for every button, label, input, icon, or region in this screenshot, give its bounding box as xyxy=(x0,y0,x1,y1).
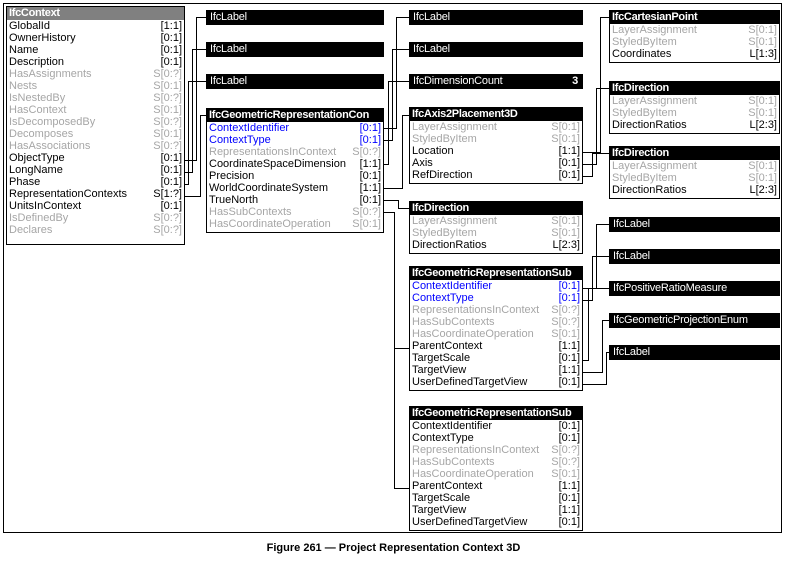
attribute-cardinality: [1:1] xyxy=(359,158,381,170)
attribute-cardinality: S[0:1] xyxy=(748,36,777,48)
entity-box-ifcaxis2placement3d[interactable] xyxy=(409,107,583,184)
attribute-cardinality: S[0:?] xyxy=(352,146,381,158)
attribute-row[interactable] xyxy=(410,239,582,251)
attribute-row[interactable] xyxy=(410,292,582,304)
type-box-ifclabel[interactable] xyxy=(206,10,384,25)
connector-line xyxy=(188,81,206,82)
attribute-cardinality: [1:1] xyxy=(558,145,580,157)
connector-line xyxy=(592,256,609,257)
type-box-label: IfcPositiveRatioMeasure xyxy=(613,282,728,294)
entity-box-ifcdirection-refdirection[interactable] xyxy=(609,146,780,199)
entity-box-ifcgeometricrepresentationcontext[interactable] xyxy=(206,108,384,233)
attribute-name: GlobalId xyxy=(9,20,50,32)
attribute-cardinality: L[2:3] xyxy=(749,119,777,131)
attribute-row[interactable] xyxy=(610,119,779,131)
attribute-cardinality: [0:1] xyxy=(558,376,580,388)
attribute-cardinality: [0:1] xyxy=(160,32,182,44)
type-box-label: IfcGeometricProjectionEnum xyxy=(613,314,748,326)
attribute-row[interactable] xyxy=(7,200,184,212)
attribute-name: IsNestedBy xyxy=(9,92,66,104)
attribute-cardinality: [0:1] xyxy=(558,432,580,444)
attribute-name: RepresentationContexts xyxy=(9,188,128,200)
type-box-ifclabel[interactable] xyxy=(206,74,384,89)
attribute-cardinality: [0:1] xyxy=(558,169,580,181)
attribute-name: ContextType xyxy=(412,292,474,304)
entity-header-ifcgeometricrepresentationsubcontext: IfcGeometricRepresentationSub xyxy=(410,407,582,420)
attribute-list-ifccartesianpoint xyxy=(610,24,779,60)
connector-line xyxy=(592,256,593,301)
attribute-name: UserDefinedTargetView xyxy=(412,376,528,388)
connector-line xyxy=(402,115,409,116)
attribute-name: LayerAssignment xyxy=(412,121,497,133)
attribute-name: TrueNorth xyxy=(209,194,259,206)
entity-box-ifccartesianpoint[interactable] xyxy=(609,10,780,63)
connector-line xyxy=(606,352,607,385)
entity-box-ifcdirection-truenorth[interactable] xyxy=(409,201,583,254)
attribute-cardinality: [0:1] xyxy=(359,170,381,182)
attribute-cardinality: S[0:1] xyxy=(748,160,777,172)
attribute-cardinality: [0:1] xyxy=(359,194,381,206)
attribute-row[interactable] xyxy=(410,456,582,468)
attribute-row[interactable] xyxy=(7,140,184,152)
attribute-cardinality: [0:1] xyxy=(160,200,182,212)
attribute-name: LayerAssignment xyxy=(612,95,697,107)
attribute-name: Precision xyxy=(209,170,255,182)
attribute-row[interactable] xyxy=(410,352,582,364)
connector-line xyxy=(188,81,189,185)
attribute-cardinality: [0:1] xyxy=(359,134,381,146)
attribute-cardinality: S[0:?] xyxy=(551,304,580,316)
attribute-name: RepresentationsInContext xyxy=(209,146,337,158)
attribute-row[interactable] xyxy=(410,444,582,456)
entity-box-ifcgeometricrepresentationsubcontext-2[interactable] xyxy=(409,406,583,531)
attribute-cardinality: S[0:?] xyxy=(551,316,580,328)
attribute-cardinality: S[0:1] xyxy=(153,80,182,92)
attribute-cardinality: [0:1] xyxy=(558,492,580,504)
entity-header-ifcdirection: IfcDirection xyxy=(610,147,779,160)
attribute-name: HasAssignments xyxy=(9,68,92,80)
attribute-name: IsDecomposedBy xyxy=(9,116,96,128)
connector-line xyxy=(588,288,589,361)
attribute-row[interactable] xyxy=(207,158,383,170)
attribute-row[interactable] xyxy=(610,24,779,36)
attribute-row[interactable] xyxy=(610,36,779,48)
connector-line xyxy=(396,17,397,129)
attribute-list-ifcgeometricrepresentationsubcontext-2 xyxy=(410,420,582,528)
attribute-cardinality: S[0:?] xyxy=(153,212,182,224)
attribute-row[interactable] xyxy=(7,80,184,92)
attribute-name: Decomposes xyxy=(9,128,74,140)
attribute-row[interactable] xyxy=(610,160,779,172)
attribute-row[interactable] xyxy=(410,145,582,157)
attribute-name: HasSubContexts xyxy=(209,206,292,218)
attribute-row[interactable] xyxy=(207,134,383,146)
attribute-cardinality: [1:1] xyxy=(558,504,580,516)
attribute-cardinality: L[1:3] xyxy=(749,48,777,60)
type-box-label: IfcLabel xyxy=(613,218,650,230)
attribute-cardinality: [0:1] xyxy=(558,516,580,528)
attribute-name: DirectionRatios xyxy=(612,119,687,131)
attribute-name: TargetScale xyxy=(412,492,471,504)
connector-line xyxy=(394,488,409,489)
attribute-name: WorldCoordinateSystem xyxy=(209,182,329,194)
connector-line xyxy=(592,153,609,154)
attribute-name: ObjectType xyxy=(9,152,65,164)
connector-line xyxy=(196,17,197,161)
attribute-cardinality: S[0:?] xyxy=(551,456,580,468)
attribute-row[interactable] xyxy=(410,504,582,516)
connector-line xyxy=(600,17,601,153)
attribute-row[interactable] xyxy=(410,227,582,239)
connector-line xyxy=(383,128,396,129)
attribute-name: DirectionRatios xyxy=(612,184,687,196)
type-box-ifclabel[interactable] xyxy=(206,42,384,57)
attribute-name: StyledByItem xyxy=(412,133,477,145)
entity-header-ifcdirection: IfcDirection xyxy=(610,82,779,95)
attribute-list-ifccontext xyxy=(7,20,184,236)
attribute-cardinality: S[0:1] xyxy=(551,328,580,340)
connector-line xyxy=(588,288,609,289)
attribute-row[interactable] xyxy=(7,104,184,116)
attribute-row[interactable] xyxy=(7,152,184,164)
attribute-cardinality: [0:1] xyxy=(558,280,580,292)
attribute-row[interactable] xyxy=(207,206,383,218)
attribute-cardinality: S[0:1] xyxy=(551,227,580,239)
attribute-row[interactable] xyxy=(410,340,582,352)
connector-line xyxy=(592,153,593,177)
connector-line xyxy=(600,17,609,18)
connector-line xyxy=(396,17,409,18)
attribute-cardinality: [0:1] xyxy=(160,152,182,164)
attribute-name: TargetView xyxy=(412,364,467,376)
type-box-ifclabel[interactable] xyxy=(409,42,583,57)
attribute-row[interactable] xyxy=(410,304,582,316)
attribute-list-ifcdirection-truenorth xyxy=(410,215,582,251)
attribute-name: HasCoordinateOperation xyxy=(209,218,331,230)
connector-line xyxy=(196,17,206,18)
attribute-cardinality: S[0:1] xyxy=(748,24,777,36)
attribute-row[interactable] xyxy=(7,176,184,188)
entity-header-ifcgeometricrepresentationsubcontext: IfcGeometricRepresentationSub xyxy=(410,267,582,280)
attribute-row[interactable] xyxy=(410,280,582,292)
attribute-name: RepresentationsInContext xyxy=(412,304,540,316)
attribute-cardinality: S[0:1] xyxy=(551,468,580,480)
attribute-cardinality: S[0:1] xyxy=(352,218,381,230)
attribute-name: StyledByItem xyxy=(412,227,477,239)
connector-line xyxy=(602,320,609,321)
attribute-cardinality: S[0:?] xyxy=(153,92,182,104)
attribute-name: ContextIdentifier xyxy=(209,122,290,134)
connector-line xyxy=(392,49,409,50)
connector-line xyxy=(192,49,193,173)
attribute-name: LayerAssignment xyxy=(412,215,497,227)
connector-line xyxy=(388,81,389,165)
attribute-cardinality: [0:1] xyxy=(558,420,580,432)
attribute-row[interactable] xyxy=(610,172,779,184)
connector-line xyxy=(398,200,399,208)
attribute-list-ifcdirection-refdirection xyxy=(610,160,779,196)
attribute-row[interactable] xyxy=(410,480,582,492)
attribute-row[interactable] xyxy=(410,328,582,340)
attribute-cardinality: [1:1] xyxy=(359,182,381,194)
type-box-ifclabel[interactable] xyxy=(609,217,780,232)
connector-line xyxy=(392,49,393,141)
attribute-name: StyledByItem xyxy=(612,172,677,184)
attribute-cardinality: S[0:?] xyxy=(153,224,182,236)
attribute-cardinality: [0:1] xyxy=(558,292,580,304)
connector-line xyxy=(394,348,409,349)
attribute-row[interactable] xyxy=(7,128,184,140)
attribute-row[interactable] xyxy=(7,32,184,44)
attribute-name: Phase xyxy=(9,176,41,188)
attribute-name: CoordinateSpaceDimension xyxy=(209,158,346,170)
attribute-name: Coordinates xyxy=(612,48,672,60)
type-box-label: IfcLabel xyxy=(210,75,247,87)
attribute-cardinality: S[0:?] xyxy=(551,444,580,456)
connector-line xyxy=(394,212,395,348)
entity-header-ifccartesianpoint: IfcCartesianPoint xyxy=(610,11,779,24)
attribute-cardinality: [0:1] xyxy=(558,352,580,364)
attribute-row[interactable] xyxy=(610,107,779,119)
attribute-cardinality: S[0:1] xyxy=(153,104,182,116)
attribute-row[interactable] xyxy=(410,364,582,376)
attribute-cardinality: S[1:?] xyxy=(153,188,182,200)
attribute-name: TargetView xyxy=(412,504,467,516)
attribute-cardinality: L[2:3] xyxy=(749,184,777,196)
attribute-row[interactable] xyxy=(7,212,184,224)
type-box-ifclabel[interactable] xyxy=(609,249,780,264)
connector-line xyxy=(596,88,609,89)
attribute-cardinality: [0:1] xyxy=(359,122,381,134)
attribute-list-ifcaxis2placement3d xyxy=(410,121,582,181)
attribute-cardinality: [1:1] xyxy=(558,364,580,376)
attribute-row[interactable] xyxy=(7,56,184,68)
connector-line xyxy=(383,200,398,201)
type-box-ifclabel[interactable] xyxy=(409,10,583,25)
attribute-row[interactable] xyxy=(7,44,184,56)
attribute-name: HasSubContexts xyxy=(412,456,495,468)
attribute-row[interactable] xyxy=(410,133,582,145)
attribute-row[interactable] xyxy=(410,215,582,227)
attribute-cardinality: [1:1] xyxy=(558,340,580,352)
attribute-cardinality: S[0:1] xyxy=(551,121,580,133)
attribute-name: LayerAssignment xyxy=(612,160,697,172)
attribute-cardinality: [0:1] xyxy=(160,44,182,56)
attribute-row[interactable] xyxy=(410,376,582,388)
attribute-row[interactable] xyxy=(410,316,582,328)
attribute-name: HasCoordinateOperation xyxy=(412,328,534,340)
attribute-cardinality: [1:1] xyxy=(558,480,580,492)
entity-header-ifcgeometricrepresentationcontext: IfcGeometricRepresentationCon xyxy=(207,109,383,122)
attribute-name: UnitsInContext xyxy=(9,200,82,212)
attribute-name: IsDefinedBy xyxy=(9,212,69,224)
type-box-label: IfcLabel xyxy=(613,250,650,262)
connector-line xyxy=(200,115,201,197)
attribute-name: ContextType xyxy=(412,432,474,444)
attribute-cardinality: S[0:?] xyxy=(153,68,182,80)
attribute-name: ParentContext xyxy=(412,340,483,352)
type-box-ifcdimensioncount[interactable] xyxy=(409,74,583,89)
attribute-name: Location xyxy=(412,145,454,157)
connector-line xyxy=(183,196,200,197)
connector-line xyxy=(602,320,603,373)
attribute-row[interactable] xyxy=(410,157,582,169)
attribute-name: RepresentationsInContext xyxy=(412,444,540,456)
attribute-name: Declares xyxy=(9,224,53,236)
type-box-label: IfcLabel xyxy=(413,11,450,23)
attribute-name: Name xyxy=(9,44,39,56)
attribute-cardinality: S[0:1] xyxy=(748,95,777,107)
attribute-row[interactable] xyxy=(7,224,184,236)
figure-caption: Figure 261 — Project Representation Context 3D xyxy=(266,542,521,554)
connector-line xyxy=(583,176,592,177)
attribute-row[interactable] xyxy=(7,164,184,176)
attribute-row[interactable] xyxy=(207,182,383,194)
attribute-cardinality: [1:1] xyxy=(160,20,182,32)
connector-line xyxy=(402,115,403,189)
attribute-row[interactable] xyxy=(410,169,582,181)
attribute-cardinality: [0:1] xyxy=(558,157,580,169)
attribute-name: ContextType xyxy=(209,134,271,146)
attribute-name: LongName xyxy=(9,164,63,176)
attribute-name: DirectionRatios xyxy=(412,239,487,251)
attribute-cardinality: S[0:?] xyxy=(153,140,182,152)
connector-line xyxy=(398,208,409,209)
type-box-label: IfcLabel xyxy=(613,346,650,358)
attribute-name: OwnerHistory xyxy=(9,32,76,44)
attribute-cardinality: S[0:1] xyxy=(551,133,580,145)
attribute-row[interactable] xyxy=(7,20,184,32)
attribute-row[interactable] xyxy=(7,188,184,200)
attribute-row[interactable] xyxy=(410,492,582,504)
attribute-row[interactable] xyxy=(410,420,582,432)
attribute-name: Description xyxy=(9,56,65,68)
attribute-row[interactable] xyxy=(207,218,383,230)
attribute-cardinality: S[0:1] xyxy=(153,128,182,140)
entity-box-ifcgeometricrepresentationsubcontext-1[interactable] xyxy=(409,266,583,391)
attribute-row[interactable] xyxy=(610,95,779,107)
entity-box-ifccontext[interactable] xyxy=(6,6,185,245)
attribute-name: StyledByItem xyxy=(612,36,677,48)
attribute-list-ifcdirection-axis xyxy=(610,95,779,131)
connector-line xyxy=(583,164,596,165)
type-box-label: IfcLabel xyxy=(210,11,247,23)
attribute-name: HasSubContexts xyxy=(412,316,495,328)
entity-header-ifcdirection: IfcDirection xyxy=(410,202,582,215)
attribute-cardinality: S[0:?] xyxy=(352,206,381,218)
attribute-row[interactable] xyxy=(410,121,582,133)
type-box-ifclabel[interactable] xyxy=(609,345,780,360)
attribute-cardinality: [0:1] xyxy=(160,176,182,188)
attribute-cardinality: S[0:1] xyxy=(551,215,580,227)
entity-box-ifcdirection-axis[interactable] xyxy=(609,81,780,134)
attribute-row[interactable] xyxy=(410,468,582,480)
entity-header-ifccontext: IfcContext xyxy=(7,7,184,20)
attribute-name: ContextIdentifier xyxy=(412,280,493,292)
attribute-row[interactable] xyxy=(7,68,184,80)
connector-line xyxy=(583,384,606,385)
attribute-name: HasCoordinateOperation xyxy=(412,468,534,480)
attribute-name: Axis xyxy=(412,157,433,169)
attribute-name: ParentContext xyxy=(412,480,483,492)
attribute-cardinality: S[0:1] xyxy=(748,172,777,184)
type-box-label: IfcLabel xyxy=(413,43,450,55)
attribute-cardinality: L[2:3] xyxy=(552,239,580,251)
connector-line xyxy=(388,81,409,82)
entity-header-ifcaxis2placement3d: IfcAxis2Placement3D xyxy=(410,108,582,121)
connector-line xyxy=(383,212,394,213)
attribute-row[interactable] xyxy=(410,432,582,444)
attribute-name: RefDirection xyxy=(412,169,473,181)
attribute-cardinality: [0:1] xyxy=(160,56,182,68)
attribute-name: StyledByItem xyxy=(612,107,677,119)
attribute-name: HasContext xyxy=(9,104,67,116)
type-box-ifcgeometricprojectionenum[interactable] xyxy=(609,313,780,328)
attribute-cardinality: [0:1] xyxy=(160,164,182,176)
attribute-name: LayerAssignment xyxy=(612,24,697,36)
attribute-list-ifcgeometricrepresentationcontext xyxy=(207,122,383,230)
type-box-ifcpositiveratiomeasure[interactable] xyxy=(609,281,780,296)
attribute-row[interactable] xyxy=(410,516,582,528)
attribute-name: HasAssociations xyxy=(9,140,91,152)
attribute-row[interactable] xyxy=(7,92,184,104)
connector-line xyxy=(383,188,402,189)
attribute-cardinality: S[0:1] xyxy=(748,107,777,119)
attribute-row[interactable] xyxy=(207,146,383,158)
type-box-value: 3 xyxy=(572,75,578,87)
connector-line xyxy=(583,372,602,373)
type-box-label: IfcDimensionCount xyxy=(413,75,503,87)
attribute-row[interactable] xyxy=(207,122,383,134)
attribute-name: ContextIdentifier xyxy=(412,420,493,432)
attribute-row[interactable] xyxy=(610,184,779,196)
attribute-name: UserDefinedTargetView xyxy=(412,516,528,528)
attribute-cardinality: S[0:?] xyxy=(153,116,182,128)
connector-line xyxy=(596,224,609,225)
attribute-row[interactable] xyxy=(610,48,779,60)
connector-line xyxy=(192,49,206,50)
attribute-name: TargetScale xyxy=(412,352,471,364)
attribute-row[interactable] xyxy=(207,170,383,182)
attribute-name: Nests xyxy=(9,80,38,92)
connector-line xyxy=(394,348,395,488)
attribute-list-ifcgeometricrepresentationsubcontext-1 xyxy=(410,280,582,388)
attribute-row[interactable] xyxy=(7,116,184,128)
attribute-row[interactable] xyxy=(207,194,383,206)
type-box-label: IfcLabel xyxy=(210,43,247,55)
